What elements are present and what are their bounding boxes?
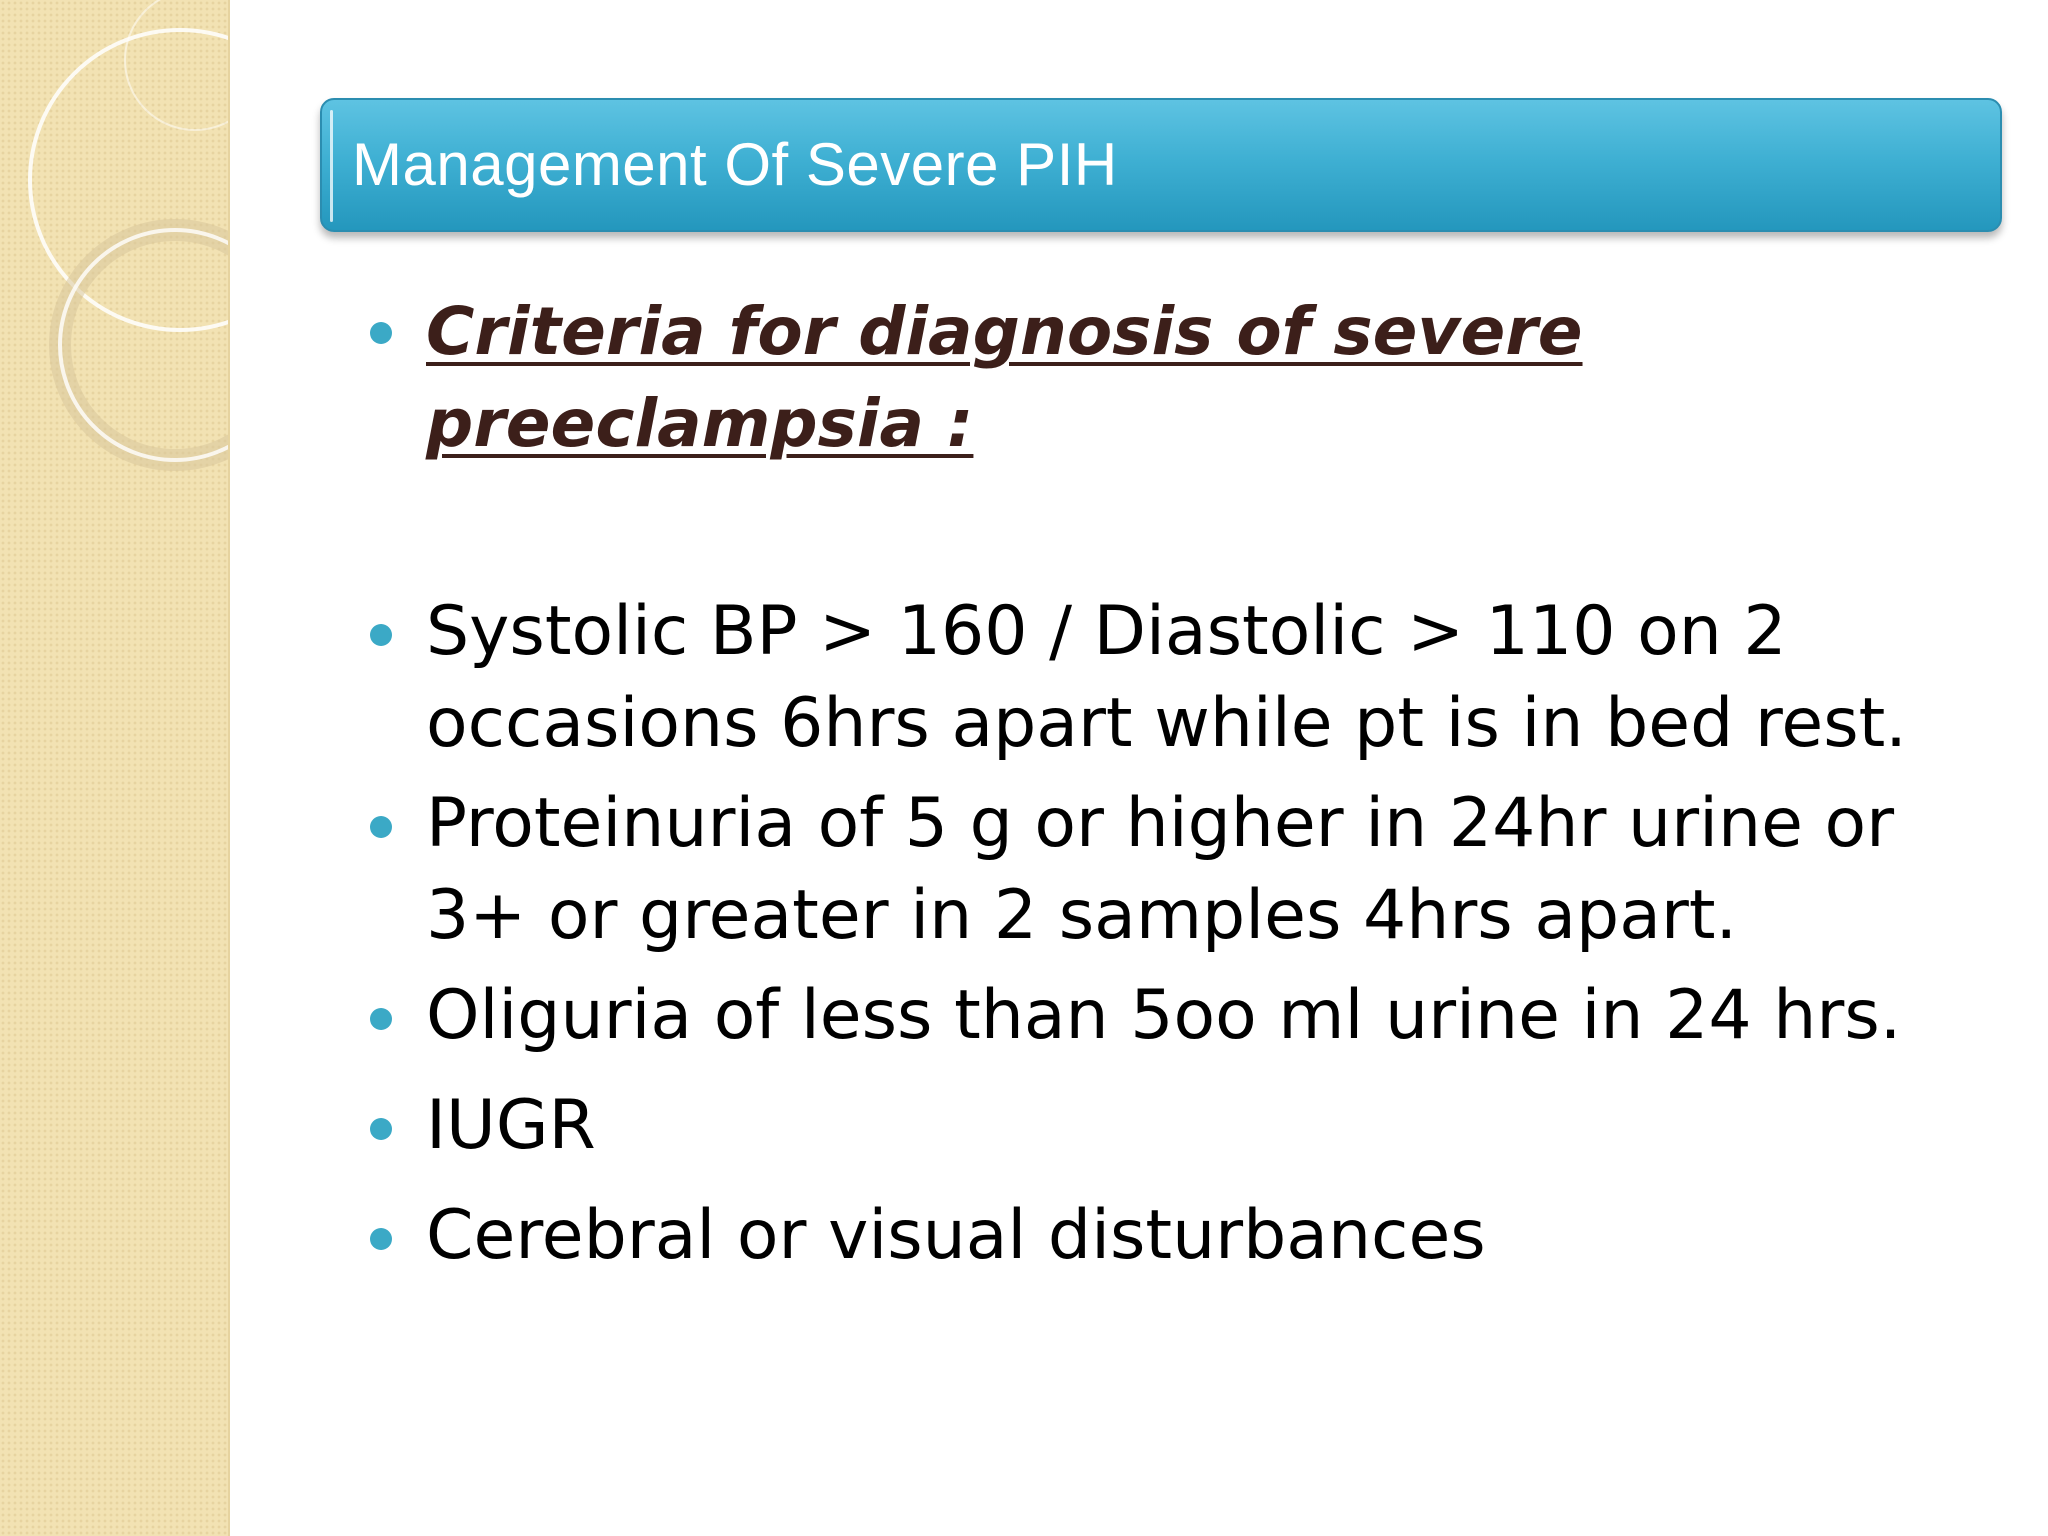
list-item-text: Systolic BP > 160 / Diastolic > 110 on 2 occasions 6hrs apart while pt is in bed rest. — [426, 592, 1907, 763]
criteria-heading-text: Criteria for diagnosis of severe preeclampsia : — [426, 293, 1583, 462]
criteria-list — [370, 286, 1980, 1290]
bullet-icon — [370, 816, 392, 838]
list-item — [370, 586, 1980, 770]
criteria-heading — [370, 286, 1980, 470]
list-item-text: Cerebral or visual disturbances — [426, 1196, 1486, 1275]
list-item — [370, 778, 1980, 962]
list-item — [370, 1080, 1980, 1172]
bullet-icon — [370, 624, 392, 646]
bullet-icon — [370, 322, 392, 344]
decorative-sidebar — [0, 0, 230, 1536]
bullet-icon — [370, 1228, 392, 1250]
title-banner — [320, 98, 2002, 232]
list-item — [370, 1190, 1980, 1282]
list-item-text: IUGR — [426, 1086, 596, 1165]
bullet-icon — [370, 1008, 392, 1030]
slide-title: Management Of Severe PIH — [352, 131, 1118, 198]
list-item-text: Oliguria of less than 5oo ml urine in 24 hrs. — [426, 976, 1902, 1055]
decorative-rings-icon — [0, 0, 228, 1536]
list-item-text: Proteinuria of 5 g or higher in 24hr urine or 3+ or greater in 2 samples 4hrs apart. — [426, 784, 1895, 955]
list-item — [370, 970, 1980, 1062]
bullet-icon — [370, 1118, 392, 1140]
